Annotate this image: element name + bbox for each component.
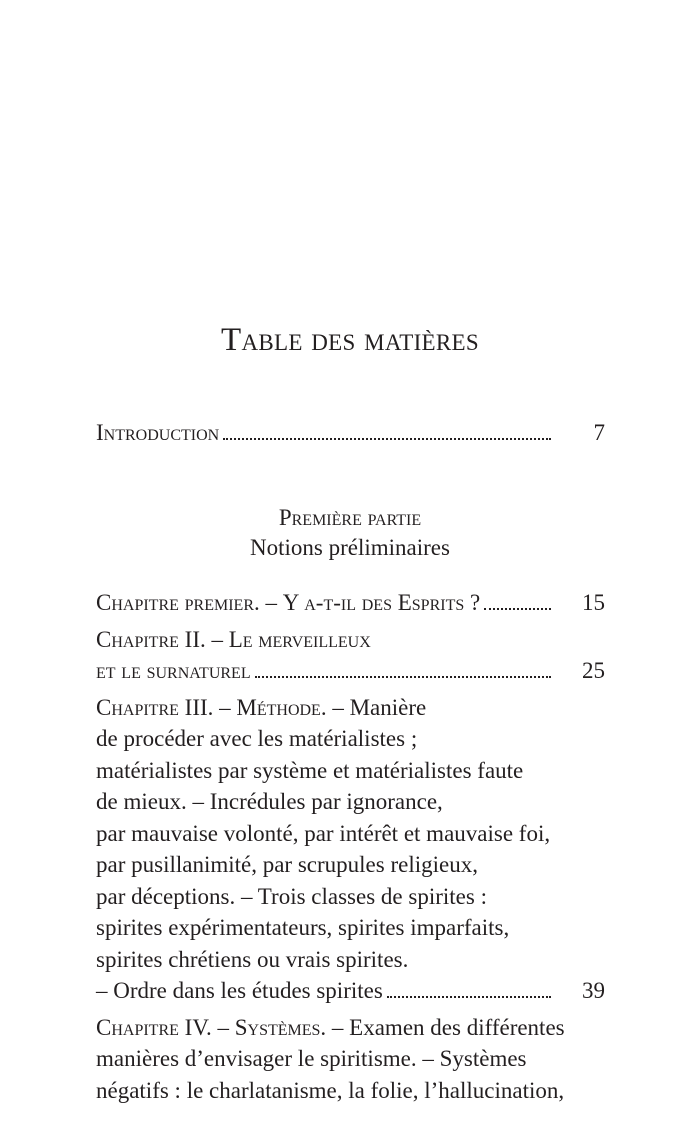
toc-line[interactable] xyxy=(96,947,605,977)
page-title: Table des matières xyxy=(220,322,479,358)
toc-line[interactable] xyxy=(96,658,605,688)
entry-text: Méthode xyxy=(236,694,321,720)
dot-leader xyxy=(255,676,551,678)
entry-text: Chapitre premier. xyxy=(96,590,260,615)
entry-text: – Ordre dans les études spirites xyxy=(96,978,383,1003)
entry-text: . – Manière xyxy=(320,694,427,720)
toc-line[interactable] xyxy=(96,758,605,788)
dot-leader xyxy=(223,438,551,440)
entry-text: IV. – xyxy=(178,1014,235,1040)
entry-text: spirites chrétiens ou vrais spirites. xyxy=(96,946,409,972)
toc-line[interactable] xyxy=(96,915,605,945)
entry-text: spirites expérimentateurs, spirites imparfaits, xyxy=(96,915,510,940)
page-number: 25 xyxy=(582,658,605,683)
entry-text: de mieux. – Incrédules par ignorance, xyxy=(96,789,443,814)
entry-text: Chapitre xyxy=(96,626,179,652)
entry-text: II. – xyxy=(178,626,229,652)
entry-text: et le surnaturel xyxy=(96,658,251,683)
toc-line[interactable] xyxy=(96,590,605,620)
page-number: 39 xyxy=(582,978,605,1003)
entry-text: Chapitre xyxy=(96,694,179,720)
toc-line[interactable] xyxy=(96,852,605,882)
dot-leader xyxy=(484,608,551,610)
entry-text: par pusillanimité, par scrupules religieux, xyxy=(96,852,478,877)
part-subtitle: Notions préliminaires xyxy=(250,535,450,560)
toc-line[interactable] xyxy=(96,695,605,725)
entry-text: de procéder avec les matérialistes ; xyxy=(96,726,418,751)
page-number: 7 xyxy=(593,420,605,445)
toc-entry-introduction[interactable] xyxy=(96,420,605,450)
entry-text: Le merveilleux xyxy=(228,626,371,652)
entry-text: matérialistes par système et matérialistes faute xyxy=(96,757,524,783)
toc-line[interactable] xyxy=(96,1078,605,1108)
part-heading: Première partie xyxy=(278,505,422,530)
toc-line[interactable] xyxy=(96,789,605,819)
entry-text: – xyxy=(259,590,283,615)
toc-line[interactable] xyxy=(96,1015,605,1045)
entry-text: par mauvaise volonté, par intérêt et mauvaise foi, xyxy=(96,820,551,846)
toc-line[interactable] xyxy=(96,884,605,914)
entry-text: Systèmes xyxy=(234,1014,321,1040)
dot-leader xyxy=(387,996,551,998)
entry-text: négatifs : le charlatanisme, la folie, l’hallucination, xyxy=(96,1077,565,1103)
toc-line[interactable] xyxy=(96,1046,605,1076)
page-number: 15 xyxy=(582,590,605,615)
entry-text: manières d’envisager le spiritisme. – Systèmes xyxy=(96,1046,527,1071)
toc-line[interactable] xyxy=(96,627,605,657)
entry-text: . – Examen des différentes xyxy=(320,1014,565,1040)
entry-text: par déceptions. – Trois classes de spirites : xyxy=(96,883,487,909)
toc-line[interactable] xyxy=(96,821,605,851)
entry-label: Introduction xyxy=(96,420,220,445)
toc-line[interactable] xyxy=(96,726,605,756)
toc-line[interactable] xyxy=(96,978,605,1008)
entry-text: Y a-t-il des Esprits ? xyxy=(282,590,481,615)
entry-text: III. – xyxy=(178,694,237,720)
entry-text: Chapitre xyxy=(96,1014,179,1040)
